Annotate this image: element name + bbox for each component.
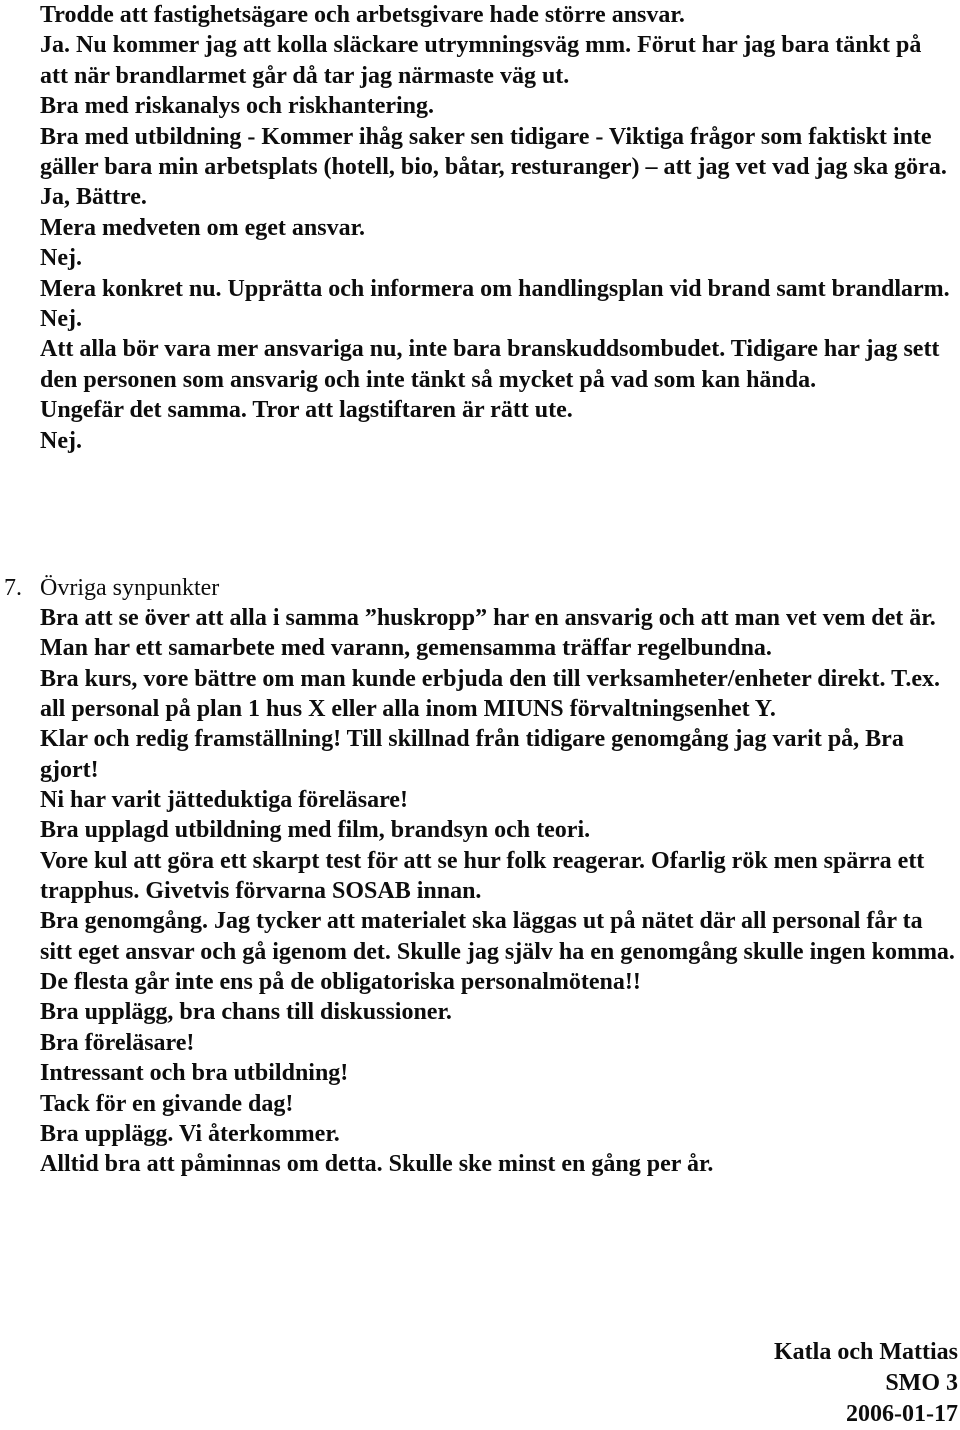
answer-line: Alltid bra att påminnas om detta. Skulle ske minst en gång per år. — [40, 1151, 714, 1178]
answer-line: Bra upplägg, bra chans till diskussioner. — [40, 999, 452, 1026]
answer-line: Bra kurs, vore bättre om man kunde erbjuda den till verksamheter/enheter direkt. T.ex. all personal på plan 1 hus X eller alla inom MIUNS förvaltningsenhet Y. — [40, 665, 940, 723]
answer-line: Trodde att fastighetsägare och arbetsgivare hade större ansvar. — [40, 2, 685, 28]
answer-line: Nej. — [40, 245, 82, 272]
answer-line: Bra med riskanalys och riskhantering. — [40, 93, 435, 120]
signature-block — [774, 1337, 958, 1430]
answers-list-section — [40, 603, 955, 1180]
answer-line: Bra upplägg. Vi återkommer. — [40, 1120, 340, 1147]
answer-line: Att alla bör vara mer ansvariga nu, inte bara branskuddsombudet. Tidigare har jag sett den personen som ansvarig och inte tänkt så mycket på vad som kan hända. — [40, 336, 940, 393]
answer-line: Bra genomgång. Jag tycker att materialet ska läggas ut på nätet där all personal får ta sitt eget ansvar och gå igenom det. Skulle jag själv ha en genomgång skulle ingen komma. De flesta går inte ens på de obligatoriska personalmötena!! — [40, 908, 955, 996]
answer-line: Ni har varit jätteduktiga föreläsare! — [40, 787, 408, 814]
answer-line: Mera medveten om eget ansvar. — [40, 214, 366, 241]
answer-line: Nej. — [40, 427, 82, 454]
answer-line: Bra med utbildning - Kommer ihåg saker sen tidigare - Viktiga frågor som faktiskt inte gäller bara min arbetsplats (hotell, bio, båtar, resturanger) – att jag vet vad jag ska göra. — [40, 123, 947, 181]
signature-authors: Katla och Mattias — [774, 1339, 958, 1365]
answers-list-top — [40, 0, 955, 456]
answer-line: Ja, Bättre. — [40, 184, 147, 211]
answer-line: Vore kul att göra ett skarpt test för att se hur folk reagerar. Ofarlig rök men spärra ett trapphus. Givetvis förvarna SOSAB innan. — [40, 847, 925, 905]
answer-line: Bra att se över att alla i samma ”huskropp” har en ansvarig och att man vet vem det är. Man har ett samarbete med varann, gemensamma träffar regelbundna. — [40, 605, 936, 662]
answer-line: Nej. — [40, 306, 82, 333]
section-title: Övriga synpunkter — [40, 575, 220, 601]
answer-line: Bra upplagd utbildning med film, brandsyn och teori. — [40, 817, 591, 844]
answer-line: Intressant och bra utbildning! — [40, 1060, 349, 1087]
answer-line: Bra föreläsare! — [40, 1029, 195, 1056]
signature-org: SMO 3 — [885, 1370, 958, 1396]
answer-line: Tack för en givande dag! — [40, 1090, 294, 1117]
answer-line: Mera konkret nu. Upprätta och informera om handlingsplan vid brand samt brandlarm. — [40, 275, 950, 302]
signature-date: 2006-01-17 — [846, 1401, 958, 1427]
answer-line: Ja. Nu kommer jag att kolla släckare utrymningsväg mm. Förut har jag bara tänkt på att när brandlarmet går då tar jag närmaste väg ut. — [40, 32, 922, 89]
section-number: 7. — [4, 575, 22, 601]
answer-line: Ungefär det samma. Tror att lagstiftaren är rätt ute. — [40, 397, 573, 424]
answer-line: Klar och redig framställning! Till skillnad från tidigare genomgång jag varit på, Bra gjort! — [40, 726, 904, 783]
